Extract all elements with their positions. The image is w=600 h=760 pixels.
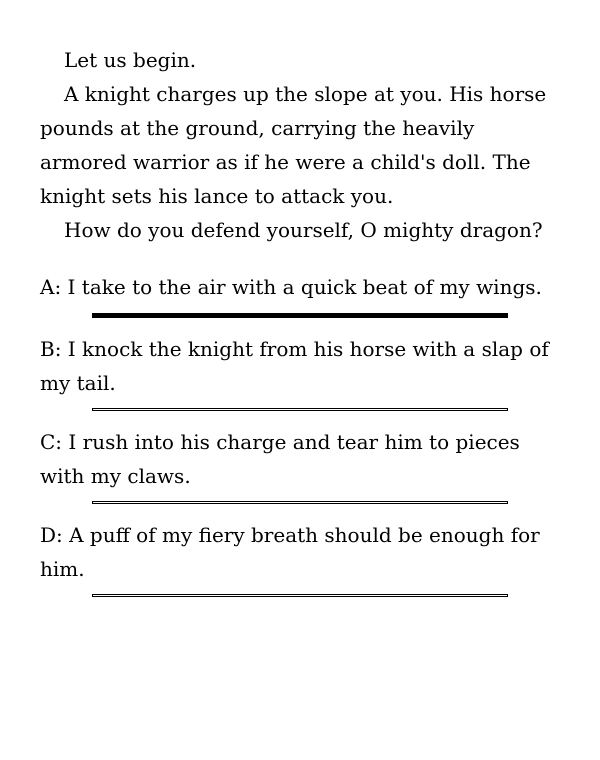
choice-list: [40, 270, 560, 597]
choice-divider: [92, 408, 508, 411]
story-paragraph: A knight charges up the slope at you. His horse pounds at the ground, carrying the heavily armored warrior as if he were a child's doll. The knight sets his lance to attack you.: [40, 82, 547, 208]
choice-divider: [92, 501, 508, 504]
selection-bar: [92, 313, 508, 318]
choice-divider: [92, 594, 508, 597]
story-paragraph: Let us begin.: [64, 48, 197, 72]
choice-label: C: I rush into his charge and tear him to pieces with my claws.: [40, 430, 527, 488]
choice-d[interactable]: [40, 518, 560, 597]
choice-c[interactable]: [40, 425, 560, 504]
choice-label: B: I knock the knight from his horse with a slap of my tail.: [40, 337, 556, 395]
choice-b[interactable]: [40, 332, 560, 411]
choice-label: A: I take to the air with a quick beat of my wings.: [40, 275, 542, 299]
story-text: [40, 43, 560, 247]
story-paragraph: How do you defend yourself, O mighty dragon?: [64, 218, 543, 242]
choice-label: D: A puff of my fiery breath should be enough for him.: [40, 523, 547, 581]
choice-a[interactable]: [40, 270, 560, 318]
